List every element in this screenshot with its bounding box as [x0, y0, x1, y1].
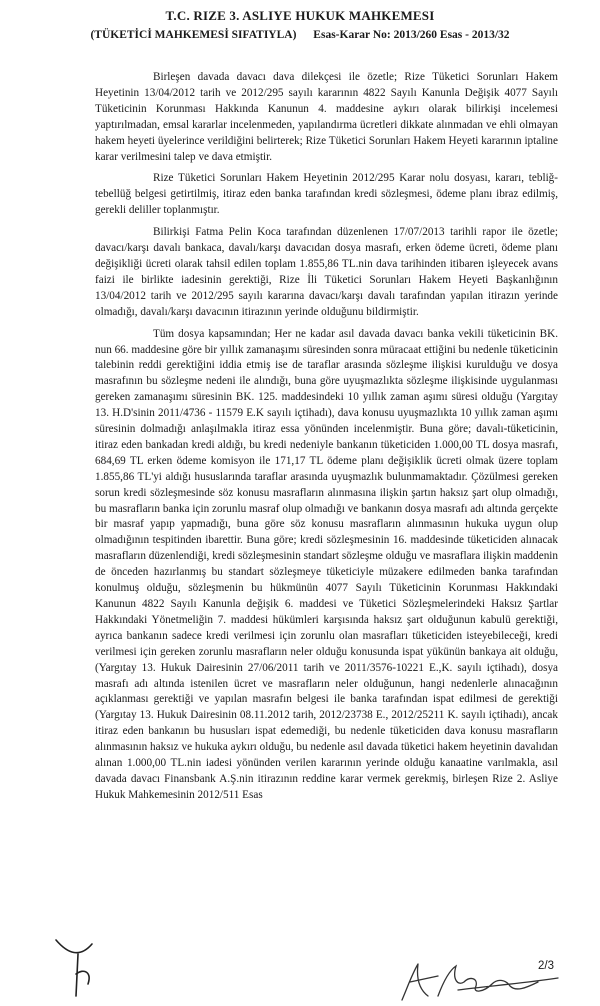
case-header-line [0, 29, 600, 41]
court-title: T.C. RIZE 3. ASLIYE HUKUK MAHKEMESI [165, 8, 435, 23]
paragraph-evidence: Rize Tüketici Sorunları Hakem Heyetinin 2012/295 Karar nolu dosyası, kararı, tebliğ-tebellüğ belgesi getirtilmiş, itiraz eden banka tarafından kredi sözleşmesi, ödeme planı ibraz edilmiş, gerekli deliller toplanmıştır. [95, 172, 558, 217]
paragraph-claim: Birleşen davada davacı dava dilekçesi ile özetle; Rize Tüketici Sorunları Hakem Heyetinin 13/04/2012 tarih ve 2012/295 sayılı kararının 4822 Sayılı Kanunla Değişik 4077 Sayılı Tüketicinin Korunması Hakkında Kanunun 4. maddesine aykırı olarak bilirkişi incelemesi yaptırılmadan, emsal kararlar incelenmeden, yapılandırma ücretleri dikkate alınmadan ve ehli olmayan hakem heyeti üyelerince verildiğini belirterek; Rize Tüketici Sorunları Hakem Heyeti kararının iptaline karar verilmesini talep ve dava etmiştir. [95, 71, 558, 163]
court-capacity: (TÜKETİCİ MAHKEMESİ SIFATIYLA) [90, 29, 297, 41]
page-number: 2/3 [538, 960, 554, 972]
paragraph-assessment: Tüm dosya kapsamından; Her ne kadar asıl davada davacı banka vekili tüketicinin BK. nun 66. maddesine göre bir yıllık zamanaşımı süresinden sonra müracaat ettiğini bu nedenle tüketicinin talebinin reddi gerektiğini iddia etmiş ise de taraflar arasında sözleşme ilişkisi kurulduğu ve dosya masrafının bu sözleşme nedeni ile alındığı, buna göre uyuşmazlıkta sözleşme ilişkisinde uygulanması gereken zamanaşımı süresinin BK. 125. maddesindeki 10 yıllık zaman aşımı süresi olduğu (Yargıtay 13. H.D'sinin 2011/4736 - 11579 E.K sayılı içtihadı), dava konusu uyuşmazlıkta 10 yıllık zaman aşımı süresinin dolmadığı anlaşılmakla itiraz essa yönünden incelenmiştir. Buna göre; davalı-tüketicinin, itiraz eden bankadan kredi aldığı, bu kredi nedeniyle bankanın tüketiciden 1.000,00 TL dosya masrafı, 684,69 TL erken ödeme komisyon ile 171,17 TL ödeme planı değişiklik ücreti olmak üzere toplam 1.855,86 TL'yi aldığı hususlarında taraflar arasında uyuşmazlık bulunmamaktadır. Çözülmesi gereken sorun kredi sözleşmesinde söz konusu masrafların alınmasına ilişkin şartın haksız şart olup olmadığı, bu masrafların banka için zorunlu masraf olup olmadığı ve bankanın dosya masrafı adı altında gerçekte bir masraf yapıp yapmadığı, buna göre söz konusu masrafların alınmasının hukuka uygun olup olmadığının tespitinden ibarettir. Buna göre; kredi sözleşmesinin 16. maddesinde tüketiciden alınacak masrafların düzenlendiği, kredi sözleşmesinin standart sözleşme olduğu ve masraflara ilişkin maddenin de önceden hazırlanmış bu standart sözleşmeye tüketiciyle müzakere edilmeden banka tarafından konulmuş olduğu, sözleşmenin bu hükmünün 4077 Sayılı Tüketicinin Korunması Hakkındaki Kanunun 4822 Sayılı Kanunla değişik 6. maddesi ve Tüketici Sözleşmelerindeki Haksız Şartlar Hakkındaki Yönetmeliğin 7. maddesi hükümleri karşısında haksız şart olduğunun kabulü gerektiği, ayrıca bankanın sadece kredi verilmesi için zorunlu olan masrafları tüketiciden isteyebileceği, kredi verilmesi için gereken zorunlu masrafların neler olduğu konusunda ispat yükünün bankaya ait olduğu, (Yargıtay 13. Hukuk Dairesinin 27/06/2011 tarih ve 2011/3576-10221 E.,K. sayılı içtihadı), dosya masrafı adı altında istenilen ücret ve masrafların neler olduğunun, hangi nedenlerle alınacağının açıklanması gerektiği ve yapılan masrafın belgesi ile banka tarafından ispat edilmesi de gerektiği (Yargıtay 13. Hukuk Dairesinin 08.11.2012 tarih, 2012/23738 E., 2012/25211 K. sayılı içtihadı), ancak itiraz eden bankanın bu hususları ispat edemediği, bu nedenle tüketiciden dava konusu masrafların alınmasının haksız ve hukuka aykırı olduğu, bu nedenle asıl davada tüketici hakem heyetinin davalıdan alınan 1.000,00 TL.nin iadesi yönünden verilen kararının yerinde olduğu kanaatine varılmakla, asıl davada davacı Finansbank A.Ş.nin itirazının reddine karar vermek gerekmiş, birleşen Rize 2. Asliye Hukuk Mahkemesinin 2012/511 Esas [95, 327, 558, 801]
case-number: Esas-Karar No: 2013/260 Esas - 2013/32 [313, 29, 510, 41]
paragraph-expert-report: Bilirkişi Fatma Pelin Koca tarafından düzenlenen 17/07/2013 tarihli rapor ile özetle; davacı/karşı davalı bankaca, davalı/karşı davacıdan dosya masrafı, erken ödeme ücreti, ödeme planı değişikliği ücreti olarak tahsil edilen toplam 1.855,86 TL.nin dava tarihinden itibaren işleyecek avans faizi ile birlikte iadesinin gerektiği, Rize İli Tüketici Sorunları Hakem Heyeti Başkanlığının 13/04/2012 tarih ve 2012/295 sayılı kararına davacı/karşı davalı tarafından yapılan itirazın yerinde olmadığı, davalı/karşı davacının itirazının yerinde olduğunu bildirmiştir. [95, 226, 558, 318]
signature-right [398, 956, 568, 1006]
signature-left [48, 934, 118, 1004]
document-body [95, 70, 558, 810]
